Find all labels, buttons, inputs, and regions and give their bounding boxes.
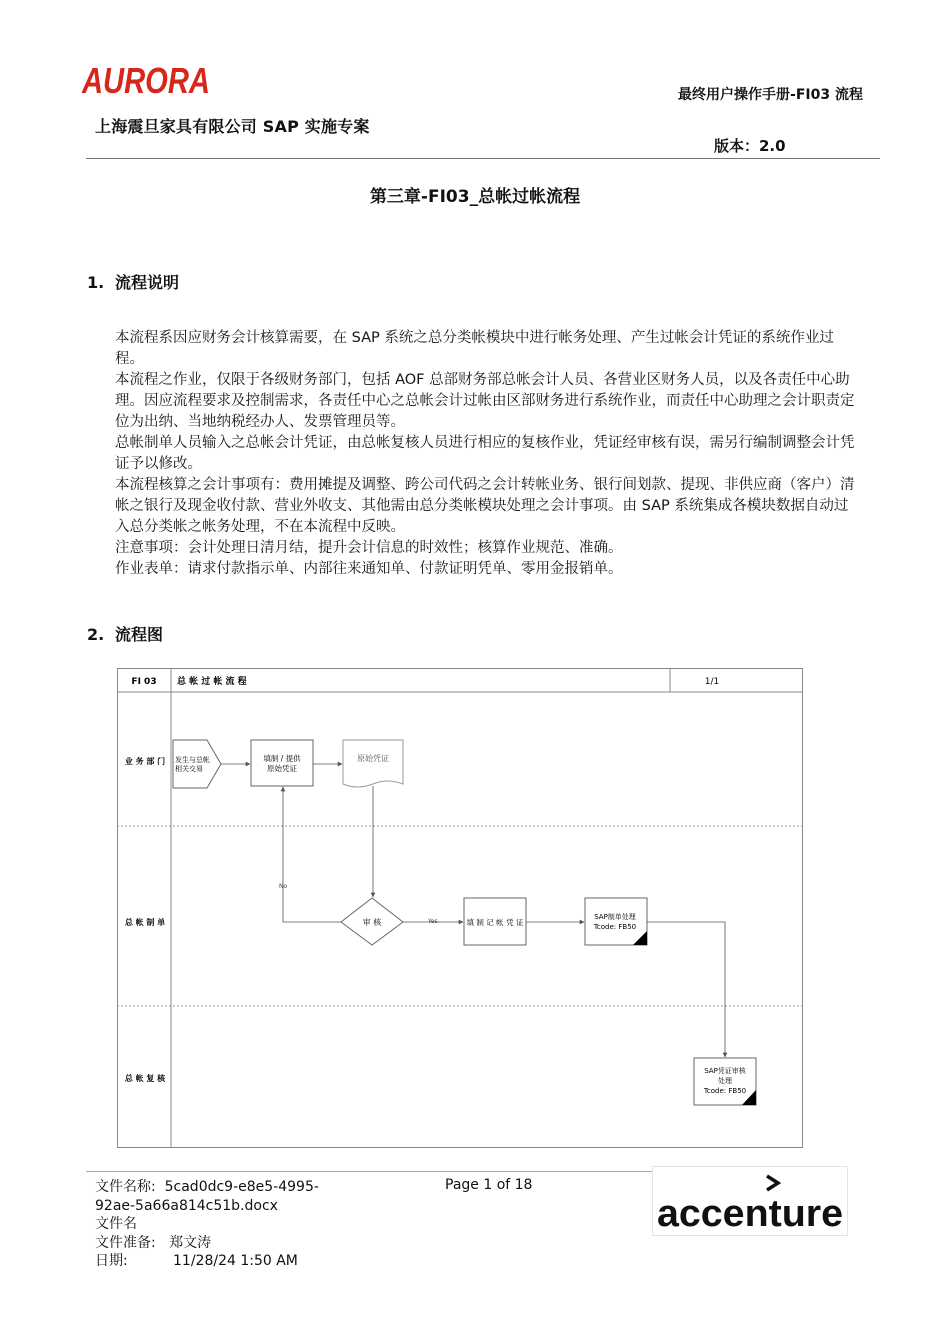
company-name: 上海震旦家具有限公司 SAP 实施专案 [95, 117, 370, 136]
sap-review-label: 处理 [718, 1077, 732, 1085]
fill-voucher-label: 填 制 记 帐 凭 证 [466, 918, 524, 927]
flowchart-page: 1/1 [704, 677, 720, 687]
manual-title: 最终用户操作手册-FI03 流程 [678, 87, 863, 103]
no-branch-label: No [279, 883, 288, 890]
header-divider [86, 158, 880, 159]
description-paragraph: 本流程系因应财务会计核算需要，在 SAP 系统之总分类帐模块中进行帐务处理、产生过帐会计凭证的系统作业过程。 [115, 330, 834, 367]
accenture-logo [652, 1166, 848, 1236]
sap-review-label: SAP凭证审核 [704, 1067, 746, 1075]
start-event-label: 发生与总帐 [175, 756, 210, 764]
footer-meta [95, 1178, 319, 1271]
prepare-voucher-label: 填制 / 提供 [263, 754, 301, 763]
section-title: 流程说明 [115, 273, 180, 292]
prepare-voucher-box [251, 740, 313, 786]
date-value: 11/28/24 1:50 AM [173, 1253, 298, 1269]
file-name-label: 文件名称: [95, 1179, 156, 1195]
section-heading-1 [87, 270, 179, 293]
original-document-label: 原始凭证 [357, 754, 389, 763]
date-label: 日期: [95, 1253, 128, 1269]
description-paragraph: 本流程之作业，仅限于各级财务部门，包括 AOF 总部财务部总帐会计人员、各营业区财务人员，以及各责任中心助理。因应流程要求及控制需求，各责任中心之总帐会计过帐由区部财务进行系统作业，而责任中心助理之会计职责定位为出纳、当地纳税经办人、发票管理员等。 [115, 372, 855, 430]
file-name-value: 5cad0dc9-e8e5-4995- [164, 1179, 319, 1195]
file-name-extra: 文件名 [95, 1216, 137, 1232]
sap-review-label: Tcode: FB50 [703, 1087, 747, 1095]
aurora-logo [81, 60, 212, 101]
footer-divider [86, 1171, 744, 1172]
file-name-value-cont: 92ae-5a66a814c51b.docx [95, 1197, 278, 1214]
preparer-value: 郑文涛 [169, 1234, 212, 1251]
original-document-shape [343, 740, 403, 787]
section-title: 流程图 [115, 625, 164, 644]
start-event-label: 相关交易 [175, 765, 203, 773]
section-number: 1. [87, 273, 105, 292]
description-paragraph: 本流程核算之会计事项有：费用摊提及调整、跨公司代码之会计转帐业务、银行间划款、提现、非供应商（客户）清帐之银行及现金收付款、营业外收支、其他需由总分类帐模块处理之会计事项。由 SAP 系统集成各模块数据自动过入总分类帐之帐务处理，不在本流程中反映。 [115, 477, 855, 535]
sap-entry-label: SAP制单处理 [594, 913, 636, 921]
flowchart-code: FI 03 [131, 677, 157, 687]
prepare-voucher-label: 原始凭证 [267, 764, 297, 773]
yes-branch-label: Yes [428, 918, 438, 925]
page-number: Page 1 of 18 [445, 1177, 533, 1193]
review-decision-label: 审 核 [362, 918, 382, 927]
sap-entry-label: Tcode: FB50 [593, 923, 637, 931]
section-heading-2 [87, 622, 163, 645]
section-number: 2. [87, 625, 105, 644]
version-label: 版本：2.0 [714, 137, 786, 155]
flowchart [117, 668, 803, 1150]
description-paragraph: 总帐制单人员输入之总帐会计凭证，由总帐复核人员进行相应的复核作业，凭证经审核有误，需另行编制调整会计凭证予以修改。 [115, 435, 855, 472]
lane-label-entry: 总 帐 制 单 [124, 918, 166, 927]
preparer-label: 文件准备: [95, 1234, 156, 1251]
chapter-title: 第三章-FI03_总帐过帐流程 [369, 187, 581, 207]
aurora-logo-text: AURORA [81, 60, 211, 101]
lane-label-business: 业 务 部 门 [124, 757, 166, 766]
sap-entry-box [585, 898, 647, 945]
lane-label-review: 总 帐 复 核 [124, 1074, 166, 1083]
flowchart-title: 总 帐 过 帐 流 程 [177, 677, 247, 687]
description-paragraph: 注意事项：会计处理日清月结，提升会计信息的时效性；核算作业规范、准确。 [115, 540, 623, 556]
accenture-logo-text: accenture [657, 1193, 843, 1235]
description-paragraph: 作业表单：请求付款指示单、内部往来通知单、付款证明凭单、零用金报销单。 [115, 561, 623, 577]
process-description [115, 328, 861, 580]
